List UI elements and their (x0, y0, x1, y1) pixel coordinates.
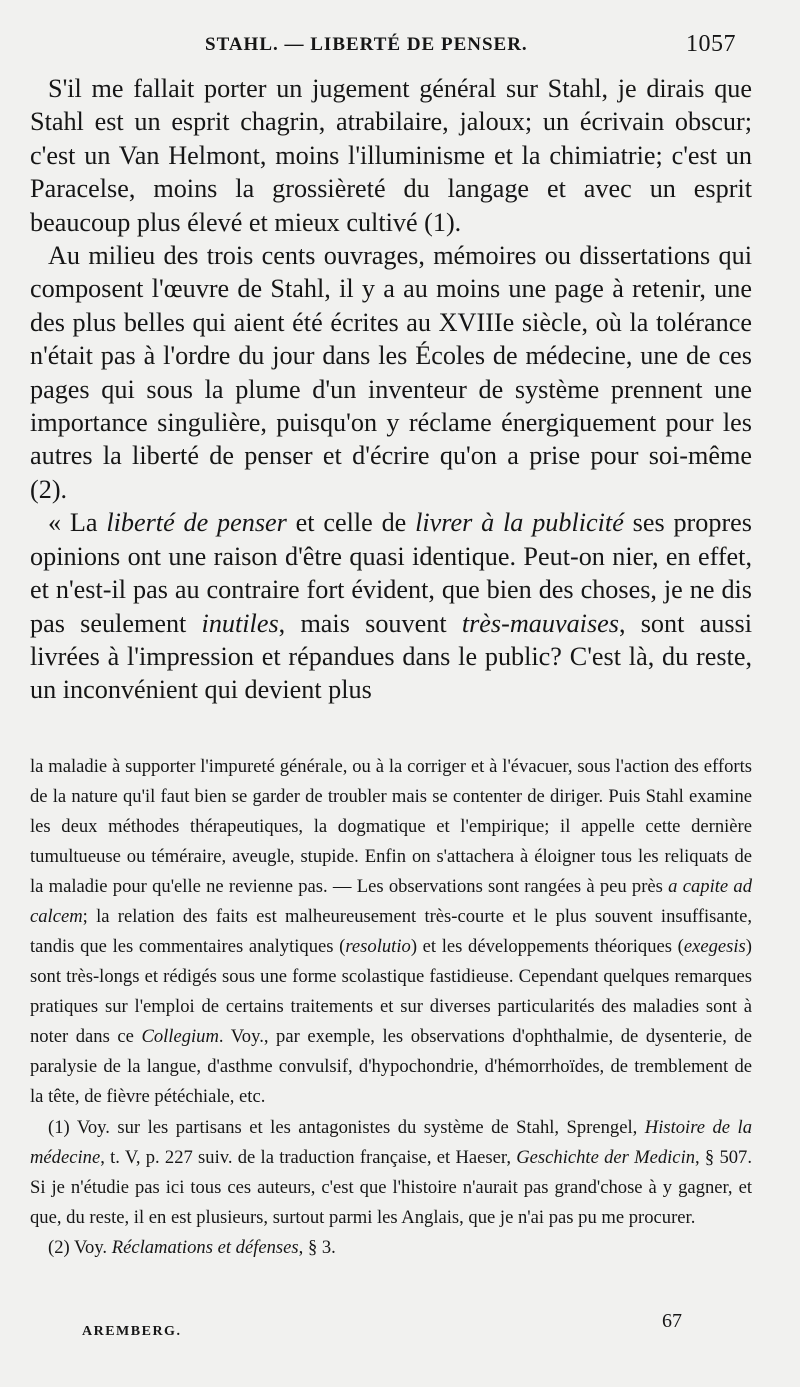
note-italic: Geschichte der Medicin (516, 1147, 696, 1168)
note-text: . Voy., par exemple, les observations d'ophthalmie, de dysenterie, de paralysie de la langue, d'asthme convulsif, d'hypochondrie, d'hémorrhoïdes, de tremblement de la tête, de fièvre pétéchiale, etc. (30, 1026, 752, 1107)
paragraph-2: Au milieu des trois cents ouvrages, mémoires ou dissertations qui composent l'œuvre de Stahl, il y a au moins une page à retenir, une des plus belles qui aient été écrites au XVIIIe siècle, où la tolérance n'était pas à l'ordre du jour dans les Écoles de médecine, une de ces pages qui sous la plume d'un inventeur de système prennent une importance singulière, puisqu'on y réclame énergiquement pour les autres la liberté de penser et d'écrire qu'on a prise pour soi-même (2). (30, 241, 752, 504)
note-text: , t. V, p. 227 suiv. de la traduction française, et Haeser, (100, 1147, 517, 1168)
footnote-2 (30, 1233, 752, 1263)
running-head (0, 31, 800, 64)
paragraph-3-quote (30, 506, 752, 706)
note-italic: exegesis (683, 936, 746, 957)
note-italic: Collegium (141, 1026, 219, 1047)
note-text: ; la relation des faits est malheureusement très-courte et le plus souvent insuffisante, tandis que les commentaires analytiques ( (30, 906, 752, 957)
italic-phrase: très-mauvaises (461, 608, 619, 638)
page-number: 1057 (686, 31, 736, 57)
note-italic: resolutio (345, 936, 411, 957)
footnote-1 (30, 1113, 752, 1233)
footnotes (30, 752, 752, 1263)
footnote-continuation (30, 752, 752, 1112)
note-text: ) et les développements théoriques ( (410, 936, 684, 957)
italic-phrase: livrer à la publicité (415, 508, 624, 538)
quote-text: et celle de (286, 508, 416, 538)
note-italic: Histoire de la médecine (30, 1117, 752, 1168)
printer-signature: AREMBERG. (82, 1324, 182, 1339)
paragraph-1: S'il me fallait porter un jugement général sur Stahl, je dirais que Stahl est un esprit chagrin, atrabilaire, jaloux; un écrivain obscur; c'est un Van Helmont, moins l'illuminisme et la chimiatrie; c'est un Paracelse, moins la grossièreté du langage et avec un esprit beaucoup plus élevé et mieux cultivé (1). (30, 74, 752, 237)
note-text: ) sont très-longs et rédigés sous une forme scolastique fastidieuse. Cependant quelques remarques pratiques sur l'emploi de certains traitements et sur diverses particularités des maladies sont à noter dans ce (30, 936, 752, 1047)
quote-text: ses propres opinions ont une raison d'être quasi identique. Peut-on nier, en effet, et n'est-il pas au contraire fort évident, que bien des choses, je ne dis pas seulement (30, 508, 752, 638)
note-text: (2) Voy. (48, 1237, 112, 1258)
note-text: la maladie à supporter l'impureté générale, ou à la corriger et à l'évacuer, sous l'action des efforts de la nature qu'il faut bien se garder de troubler mais se contenter de diriger. Puis Stahl examine les deux méthodes thérapeutiques, la dogmatique et l'empirique; il appelle cette dernière tumultueuse ou téméraire, aveugle, stupide. Enfin on s'attachera à éloigner tous les reliquats de la maladie pour qu'elle ne revienne pas. — Les observations sont rangées à peu près (30, 756, 752, 897)
note-text: (1) Voy. sur les partisans et les antagonistes du système de Stahl, Sprengel, (48, 1117, 645, 1138)
running-title: STAHL. — LIBERTÉ DE PENSER. (205, 34, 528, 55)
note-text: , § 507. Si je n'étudie pas ici tous ces auteurs, c'est que l'histoire n'aurait pas grand'chose à y gagner, et que, du reste, il en est plusieurs, surtout parmi les Anglais, que je n'ai pas pu me procurer. (30, 1147, 753, 1228)
note-italic: Réclamations et défenses (111, 1237, 299, 1258)
main-text (30, 72, 752, 707)
italic-phrase: liberté de penser (106, 508, 287, 538)
italic-phrase: inutiles (201, 608, 279, 638)
sheet-number: 67 (662, 1310, 682, 1332)
quote-text: « La (48, 508, 107, 538)
quote-text: , mais souvent (278, 608, 462, 638)
note-text: , § 3. (298, 1237, 336, 1258)
note-italic: a capite ad calcem (30, 876, 752, 927)
page-footer (0, 1308, 800, 1338)
quote-text: , sont aussi livrées à l'impression et répandues dans le public? C'est là, du reste, un inconvénient qui devient plus (30, 608, 752, 705)
